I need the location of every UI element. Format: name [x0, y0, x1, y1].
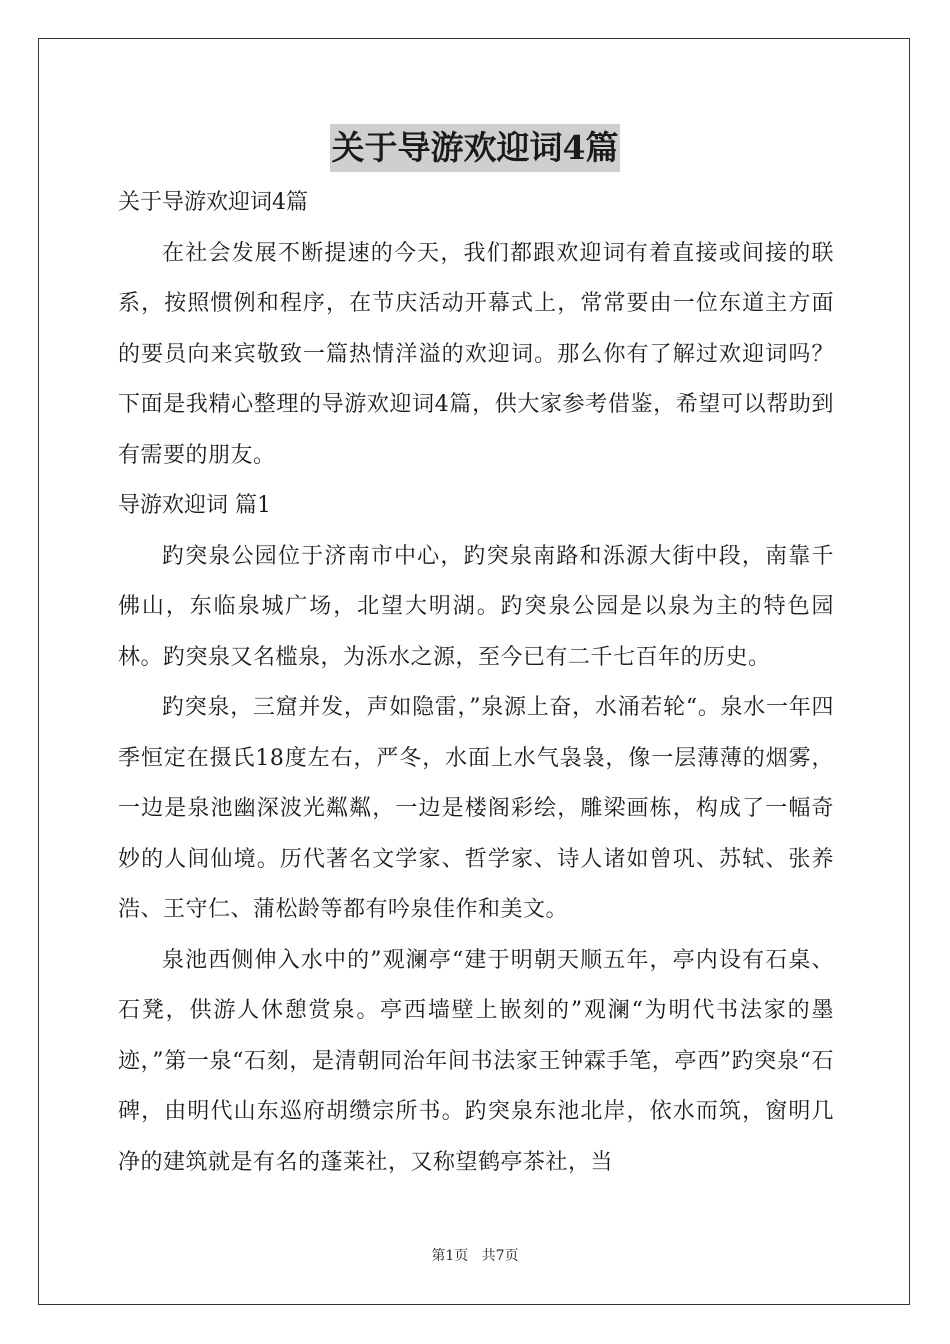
intro-paragraph: 在社会发展不断提速的今天，我们都跟欢迎词有着直接或间接的联系，按照惯例和程序，在节庆活动开幕式上，常常要由一位东道主方面的要员向来宾敬致一篇热情洋溢的欢迎词。那么你有了解过欢迎词吗？下面是我精心整理的导游欢迎词4篇，供大家参考借鉴，希望可以帮助到有需要的朋友。 [118, 240, 834, 468]
document-title: 关于导游欢迎词4篇 [330, 124, 621, 172]
page-total: 共7页 [481, 1248, 519, 1264]
body-paragraph-3: 泉池西侧伸入水中的”观澜亭“建于明朝天顺五年，亭内设有石桌、石凳，供游人休憩赏泉。亭西墙壁上嵌刻的”观澜“为明代书法家的墨迹，”第一泉“石刻，是清朝同治年间书法家王钟霖手笔，亭西”趵突泉“石碑，由明代山东巡府胡缵宗所书。趵突泉东池北岸，依水而筑，窗明几净的建筑就是有名的蓬莱社，又称望鹤亭茶社，当 [118, 947, 834, 1175]
page-number: 第1页 [431, 1248, 469, 1264]
body-paragraph-1: 趵突泉公园位于济南市中心，趵突泉南路和泺源大街中段，南靠千佛山，东临泉城广场，北望大明湖。趵突泉公园是以泉为主的特色园林。趵突泉又名槛泉，为泺水之源，至今已有二千七百年的历史。 [118, 543, 834, 670]
body-paragraph-2: 趵突泉，三窟并发，声如隐雷，”泉源上奋，水涌若轮“。泉水一年四季恒定在摄氏18度左右，严冬，水面上水气袅袅，像一层薄薄的烟雾，一边是泉池幽深波光粼粼，一边是楼阁彩绘，雕梁画栋，构成了一幅奇妙的人间仙境。历代著名文学家、哲学家、诗人诸如曾巩、苏轼、张养浩、王守仁、蒲松龄等都有吟泉佳作和美文。 [118, 695, 834, 922]
page-footer [0, 1245, 950, 1265]
document-subtitle: 关于导游欢迎词4篇 [118, 190, 308, 215]
document-body [118, 178, 834, 1188]
section-heading: 导游欢迎词 篇1 [118, 493, 271, 518]
title-container [0, 124, 950, 172]
